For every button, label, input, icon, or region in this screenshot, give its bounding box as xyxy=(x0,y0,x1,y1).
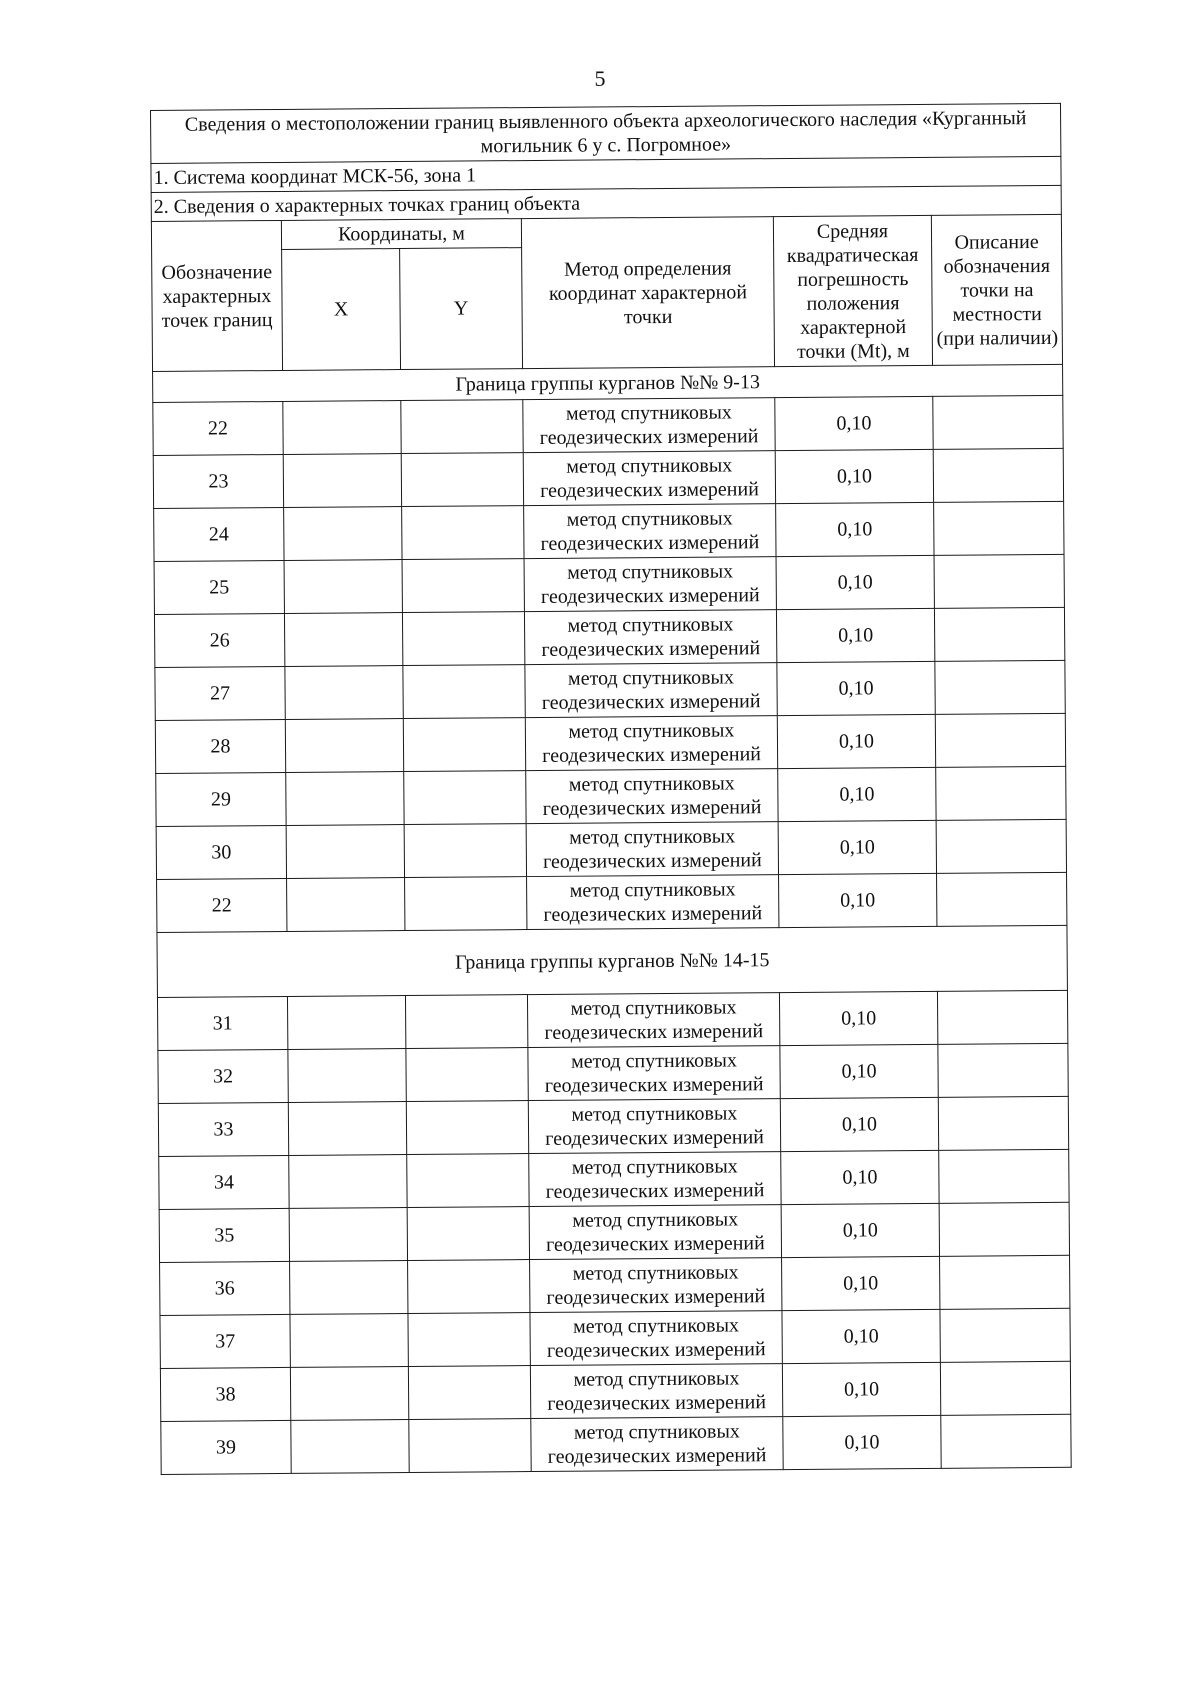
coord-system-line: 1. Система координат МСК-56, зона 1 xyxy=(151,156,1061,192)
x-coordinate-cell xyxy=(289,1155,407,1209)
table-row xyxy=(155,660,1065,720)
error-cell: 0,10 xyxy=(775,396,933,450)
x-coordinate-cell xyxy=(286,825,404,879)
y-coordinate-cell xyxy=(404,771,526,825)
document-title: Сведения о местоположении границ выявленного объекта археологического наследия «Курганный могильник 6 у с. Погромное» xyxy=(151,103,1061,163)
y-coordinate-cell xyxy=(401,453,523,507)
x-coordinate-cell xyxy=(287,996,405,1050)
method-cell: метод спутниковых геодезических измерений xyxy=(527,993,779,1048)
method-cell: метод спутниковых геодезических измерений xyxy=(523,398,775,453)
x-coordinate-cell xyxy=(286,772,404,826)
description-cell xyxy=(940,1308,1070,1362)
y-coordinate-cell xyxy=(403,665,525,719)
point-number-cell: 22 xyxy=(157,878,287,932)
point-number-cell: 33 xyxy=(158,1102,288,1156)
table-row xyxy=(158,1043,1068,1103)
table-body xyxy=(153,364,1072,1474)
y-coordinate-cell xyxy=(402,559,524,613)
table-row xyxy=(161,1414,1071,1474)
section-title: Граница группы курганов №№ 14-15 xyxy=(157,925,1068,997)
method-cell: метод спутниковых геодезических измерений xyxy=(526,769,778,824)
y-coordinate-cell xyxy=(409,1419,531,1473)
table-row xyxy=(153,448,1063,508)
description-cell xyxy=(937,872,1067,926)
point-number-cell: 23 xyxy=(153,454,283,508)
x-coordinate-cell xyxy=(287,878,405,932)
description-cell xyxy=(936,766,1066,820)
table-row xyxy=(160,1255,1070,1315)
x-coordinate-cell xyxy=(290,1261,408,1315)
method-cell: метод спутниковых геодезических измерений xyxy=(525,716,777,771)
x-coordinate-cell xyxy=(289,1208,407,1262)
point-number-cell: 38 xyxy=(160,1367,290,1421)
error-cell: 0,10 xyxy=(782,1256,940,1310)
method-cell: метод спутниковых геодезических измерений xyxy=(529,1152,781,1207)
description-cell xyxy=(939,1149,1069,1203)
section-title: Граница группы курганов №№ 9-13 xyxy=(153,364,1063,402)
section-row xyxy=(157,925,1068,997)
error-cell: 0,10 xyxy=(782,1309,940,1363)
y-coordinate-cell xyxy=(406,1101,528,1155)
description-cell xyxy=(941,1414,1071,1468)
x-coordinate-cell xyxy=(290,1314,408,1368)
table-row xyxy=(154,554,1064,614)
header-method: Метод определения координат характерной точки xyxy=(521,217,774,369)
y-coordinate-cell xyxy=(402,612,524,666)
table-row xyxy=(159,1149,1069,1209)
header-y: Y xyxy=(400,248,523,370)
y-coordinate-cell xyxy=(408,1366,530,1420)
x-coordinate-cell xyxy=(285,719,403,773)
point-number-cell: 26 xyxy=(154,613,284,667)
method-cell: метод спутниковых геодезических измерений xyxy=(530,1311,782,1366)
y-coordinate-cell xyxy=(404,824,526,878)
description-cell xyxy=(938,1096,1068,1150)
description-cell xyxy=(936,819,1066,873)
error-cell: 0,10 xyxy=(783,1415,941,1469)
error-cell: 0,10 xyxy=(781,1150,939,1204)
x-coordinate-cell xyxy=(285,666,403,720)
x-coordinate-cell xyxy=(288,1049,406,1103)
boundary-points-table xyxy=(150,103,1072,1475)
table-row xyxy=(154,607,1064,667)
description-cell xyxy=(935,660,1065,714)
point-number-cell: 31 xyxy=(157,996,287,1050)
method-cell: метод спутниковых геодезических измерений xyxy=(531,1417,783,1472)
method-cell: метод спутниковых геодезических измерений xyxy=(524,504,776,559)
error-cell: 0,10 xyxy=(777,661,935,715)
y-coordinate-cell xyxy=(408,1313,530,1367)
method-cell: метод спутниковых геодезических измерений xyxy=(523,451,775,506)
point-number-cell: 24 xyxy=(154,507,284,561)
error-cell: 0,10 xyxy=(780,1097,938,1151)
method-cell: метод спутниковых геодезических измерений xyxy=(524,557,776,612)
point-number-cell: 36 xyxy=(160,1261,290,1315)
y-coordinate-cell xyxy=(405,877,527,931)
y-coordinate-cell xyxy=(401,400,523,454)
table-row xyxy=(157,872,1067,932)
points-info-line: 2. Сведения о характерных точках границ объекта xyxy=(151,185,1061,221)
error-cell: 0,10 xyxy=(779,873,937,927)
y-coordinate-cell xyxy=(407,1207,529,1261)
table-row xyxy=(160,1361,1070,1421)
description-cell xyxy=(937,990,1067,1044)
method-cell: метод спутниковых геодезических измерений xyxy=(530,1258,782,1313)
description-cell xyxy=(938,1043,1068,1097)
description-cell xyxy=(933,448,1063,502)
method-cell: метод спутниковых геодезических измерений xyxy=(527,875,779,930)
point-number-cell: 30 xyxy=(156,825,286,879)
y-coordinate-cell xyxy=(403,718,525,772)
point-number-cell: 39 xyxy=(161,1420,291,1474)
x-coordinate-cell xyxy=(283,401,401,455)
header-error: Средняя квадратическая погрешность положения характерной точки (Mt), м xyxy=(773,215,932,366)
x-coordinate-cell xyxy=(291,1420,409,1474)
x-coordinate-cell xyxy=(284,613,402,667)
x-coordinate-cell xyxy=(284,560,402,614)
table-row xyxy=(157,990,1067,1050)
error-cell: 0,10 xyxy=(782,1362,940,1416)
table-row xyxy=(155,713,1065,773)
method-cell: метод спутниковых геодезических измерений xyxy=(524,610,776,665)
method-cell: метод спутниковых геодезических измерений xyxy=(530,1364,782,1419)
table-row xyxy=(156,766,1066,826)
point-number-cell: 32 xyxy=(158,1049,288,1103)
error-cell: 0,10 xyxy=(777,714,935,768)
point-number-cell: 25 xyxy=(154,560,284,614)
table-row xyxy=(154,501,1064,561)
header-description: Описание обозначения точки на местности (при наличии) xyxy=(931,214,1062,365)
point-number-cell: 35 xyxy=(159,1208,289,1262)
error-cell: 0,10 xyxy=(775,449,933,503)
point-number-cell: 22 xyxy=(153,401,283,455)
error-cell: 0,10 xyxy=(778,767,936,821)
table-row xyxy=(156,819,1066,879)
description-cell xyxy=(934,501,1064,555)
y-coordinate-cell xyxy=(408,1260,530,1314)
description-cell xyxy=(940,1255,1070,1309)
method-cell: метод спутниковых геодезических измерений xyxy=(526,822,778,877)
description-cell xyxy=(935,713,1065,767)
x-coordinate-cell xyxy=(284,507,402,561)
error-cell: 0,10 xyxy=(776,555,934,609)
method-cell: метод спутниковых геодезических измерений xyxy=(528,1046,780,1101)
x-coordinate-cell xyxy=(288,1102,406,1156)
x-coordinate-cell xyxy=(290,1367,408,1421)
header-designation: Обозначение характерных точек границ xyxy=(151,220,282,371)
description-cell xyxy=(940,1361,1070,1415)
point-number-cell: 37 xyxy=(160,1314,290,1368)
y-coordinate-cell xyxy=(402,506,524,560)
header-x: X xyxy=(282,249,401,371)
error-cell: 0,10 xyxy=(778,820,936,874)
table-row xyxy=(160,1308,1070,1368)
point-number-cell: 34 xyxy=(159,1155,289,1209)
method-cell: метод спутниковых геодезических измерений xyxy=(525,663,777,718)
description-cell xyxy=(934,554,1064,608)
x-coordinate-cell xyxy=(283,454,401,508)
table-row xyxy=(159,1202,1069,1262)
point-number-cell: 29 xyxy=(156,772,286,826)
description-cell xyxy=(939,1202,1069,1256)
method-cell: метод спутниковых геодезических измерений xyxy=(528,1099,780,1154)
error-cell: 0,10 xyxy=(779,991,937,1045)
page-number: 5 xyxy=(594,66,606,91)
y-coordinate-cell xyxy=(407,1154,529,1208)
y-coordinate-cell xyxy=(405,995,527,1049)
description-cell xyxy=(934,607,1064,661)
y-coordinate-cell xyxy=(406,1048,528,1102)
description-cell xyxy=(933,395,1063,449)
method-cell: метод спутниковых геодезических измерений xyxy=(529,1205,781,1260)
table-row xyxy=(153,395,1063,455)
error-cell: 0,10 xyxy=(776,502,934,556)
error-cell: 0,10 xyxy=(781,1203,939,1257)
point-number-cell: 28 xyxy=(155,719,285,773)
table-row xyxy=(158,1096,1068,1156)
error-cell: 0,10 xyxy=(780,1044,938,1098)
point-number-cell: 27 xyxy=(155,666,285,720)
error-cell: 0,10 xyxy=(776,608,934,662)
header-coordinates: Координаты, м xyxy=(281,219,521,250)
